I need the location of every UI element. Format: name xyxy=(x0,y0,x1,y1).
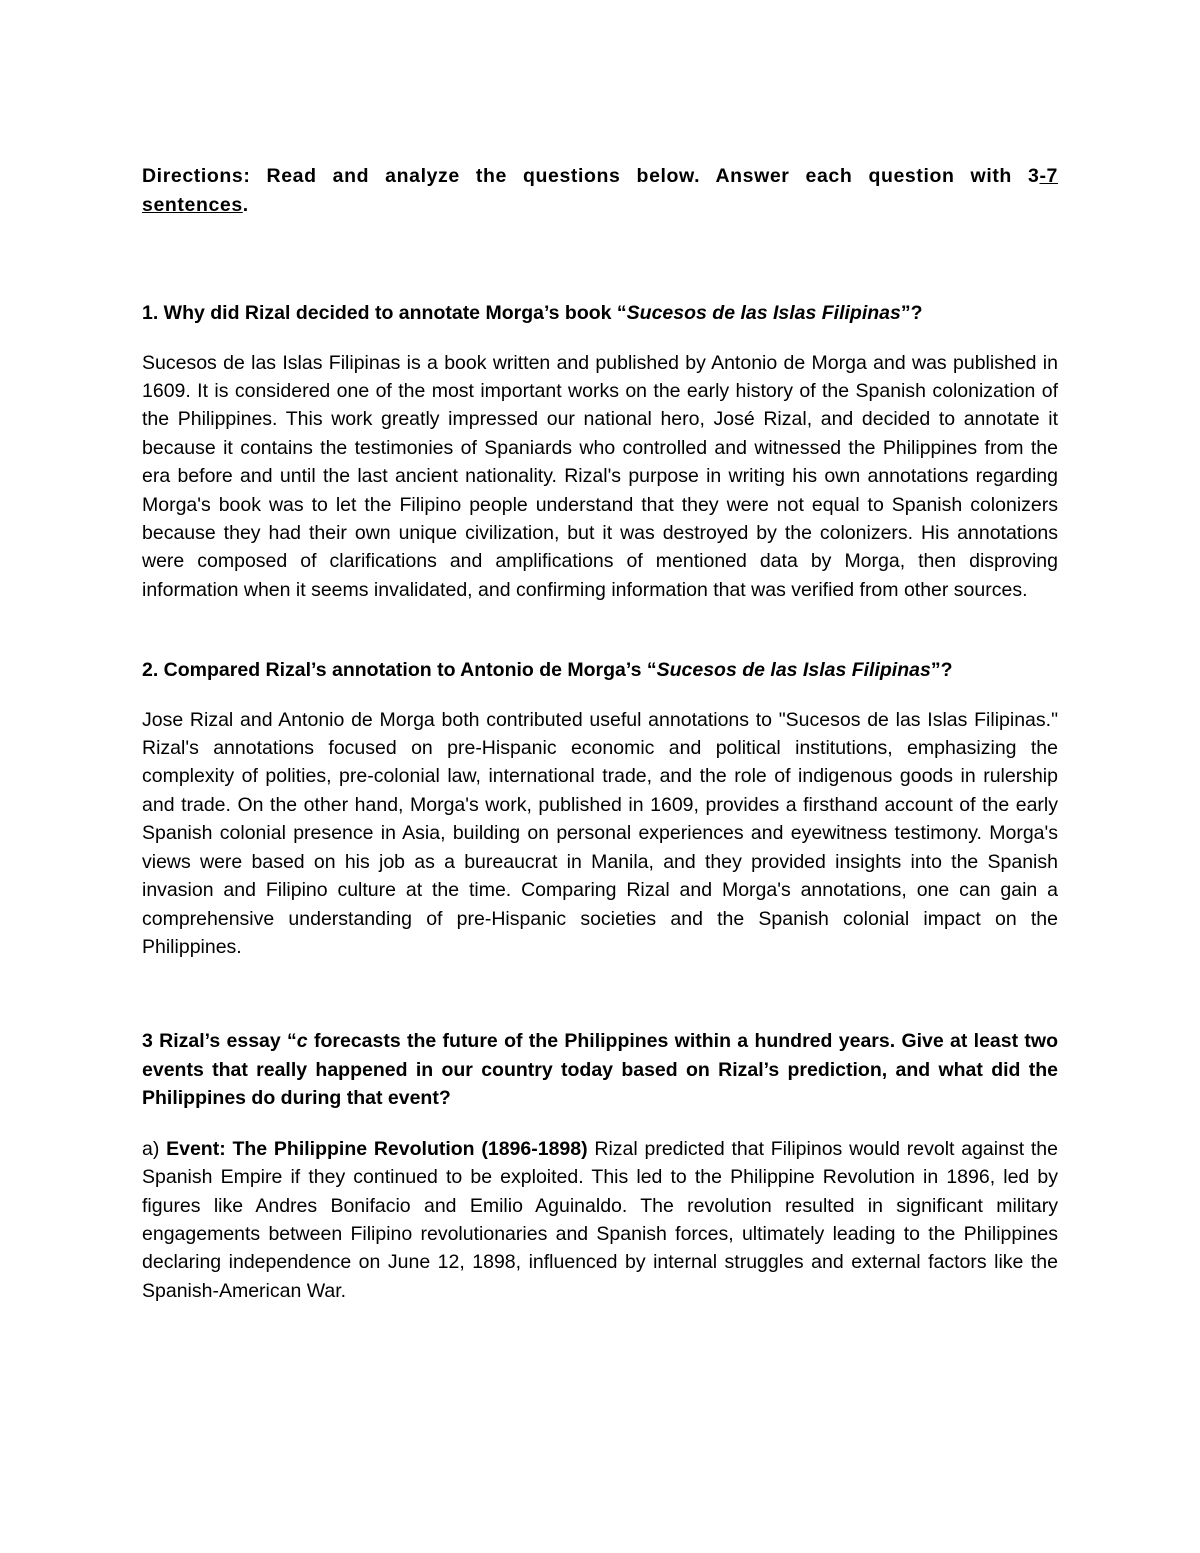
question-3-essay-title: c xyxy=(296,1030,308,1053)
question-3-heading xyxy=(142,1027,1058,1113)
question-1-suffix: ”? xyxy=(900,302,923,324)
question-1-answer: Sucesos de las Islas Filipinas is a book written and published by Antonio de Morga and was published in 1609. It is considered one of the most important works on the early history of the Spanish colonization of the Philippines. This work greatly impressed our national hero, José Rizal, and decided to annotate it because it contains the testimonies of Spaniards who controlled and witnessed the Philippines from the era before and until the last ancient nationality. Rizal's purpose in writing his own annotations regarding Morga's book was to let the Filipino people understand that they were not equal to Spanish colonizers because they had their own unique civilization, but it was destroyed by the colonizers. His annotations were composed of clarifications and amplifications of mentioned data by Morga, then disproving information when it seems invalidated, and confirming information that was verified from other sources. xyxy=(142,351,1058,601)
question-2-answer: Jose Rizal and Antonio de Morga both contributed useful annotations to "Sucesos de las Islas Filipinas." Rizal's annotations focused on pre-Hispanic economic and political institutions, emphasizing the complexity of polities, pre-colonial law, international trade, and the role of indigenous goods in rulership and trade. On the other hand, Morga's work, published in 1609, provides a firsthand account of the early Spanish colonial presence in Asia, building on personal experiences and eyewitness testimony. Morga's views were based on his job as a bureaucrat in Manila, and they provided insights into the Spanish invasion and Filipino culture at the time. Comparing Rizal and Morga's annotations, one can gain a comprehensive understanding of pre-Hispanic societies and the Spanish colonial impact on the Philippines. xyxy=(142,708,1058,958)
question-1-book-title: Sucesos de las Islas Filipinas xyxy=(626,302,901,324)
question-3-event-heading: Event: The Philippine Revolution (1896-1898) xyxy=(166,1137,588,1160)
directions-end: . xyxy=(242,193,249,216)
question-3-prefix: 3 Rizal’s essay “ xyxy=(142,1030,297,1053)
question-2-prefix: 2. Compared Rizal’s annotation to Antonio de Morga’s “ xyxy=(142,659,657,682)
directions-label: Directions: xyxy=(142,165,251,187)
directions-paragraph xyxy=(142,162,1058,219)
question-3-answer xyxy=(142,1135,1058,1305)
question-1-prefix: 1. Why did Rizal decided to annotate Morga’s book “ xyxy=(142,302,627,324)
document-page xyxy=(142,162,1058,1305)
question-3-suffix: forecasts the future of the Philippines within a hundred years. Give at least two events that really happened in our country today based on Rizal’s prediction, and what did the Philippines do during that event? xyxy=(142,1030,1058,1110)
directions-text: Read and analyze the questions below. Answer each question with 3 xyxy=(250,165,1040,187)
question-2-book-title: Sucesos de las Islas Filipinas xyxy=(656,659,931,682)
question-3-answer-text: Rizal predicted that Filipinos would revolt against the Spanish Empire if they continued to be exploited. This led to the Philippine Revolution in 1896, led by figures like Andres Bonifacio and Emilio Aguinaldo. The revolution resulted in significant military engagements between Filipino revolutionaries and Spanish forces, ultimately leading to the Philippines declaring independence on June 12, 1898, influenced by internal struggles and external factors like the Spanish-American War. xyxy=(142,1137,1058,1302)
directions-underlined-range: -7 xyxy=(1039,165,1058,187)
directions-sentences-word: sentences xyxy=(142,193,243,216)
question-2-heading xyxy=(142,656,1058,685)
question-1-heading xyxy=(142,299,1058,328)
question-3-item-marker: a) xyxy=(142,1137,167,1160)
question-2-suffix: ”? xyxy=(930,659,953,682)
